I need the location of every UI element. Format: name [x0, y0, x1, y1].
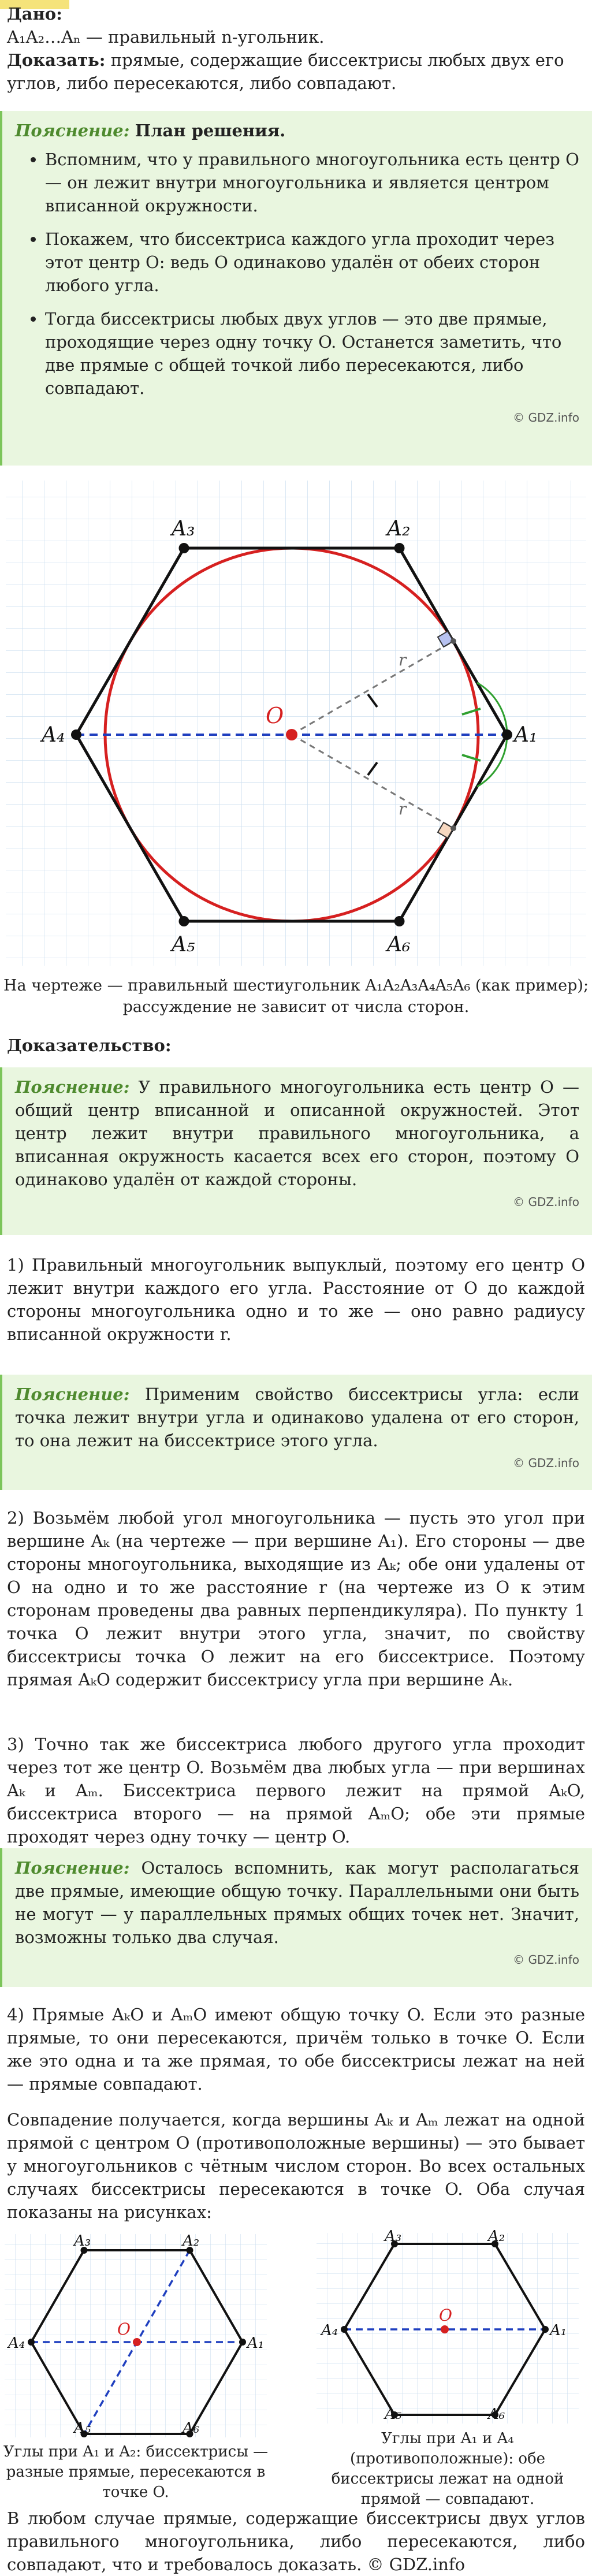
vertex-point: [71, 729, 81, 740]
label-a6: A₆: [488, 2406, 505, 2423]
given-text: A₁A₂…Aₙ — правильный n-угольник.: [7, 27, 325, 47]
label-a5: A₅: [385, 2406, 402, 2423]
plan-item: • Вспомним, что у правильного многоугольника есть центр O — он лежит внутри многоугольника и является центром вписанной окружности.: [45, 148, 579, 217]
note-2: [0, 1067, 592, 1235]
proof-heading: Доказательство:: [7, 1036, 172, 1055]
note-3-source: © GDZ.info: [513, 1456, 579, 1471]
vertex-point: [28, 2339, 35, 2346]
plan-note: [0, 111, 592, 466]
figure-caption: [0, 975, 592, 1018]
note-2-text: У правильного многоугольника есть центр O — общий центр вписанной и описанной окружностей. Этот центр лежит внутри правильного многоугольника, а вписанная окружность касается всех его сторон, поэтому O одинаково удалён от каждой стороны.: [15, 1077, 579, 1190]
paragraph-4: 4) Прямые AₖO и AₘO имеют общую точку O. Если это разные прямые, то они пересекаются, причём только в точке O. Если же это одна и та же прямая, то обе биссектрисы лежат на ней — прямые совпадают.: [7, 2005, 585, 2094]
center-point: [441, 2325, 449, 2333]
given-label: Дано:: [7, 4, 62, 24]
foot-point: [450, 825, 456, 831]
plan-note-head: Пояснение:: [15, 121, 130, 140]
plan-item: • Покажем, что биссектриса каждого угла проходит через этот центр O: ведь O одинаково удалён от обеих сторон любого угла.: [45, 228, 579, 297]
vertex-point: [394, 543, 405, 553]
label-a4: A₄: [8, 2335, 25, 2352]
paragraph-5: Совпадение получается, когда вершины Aₖ и Aₘ лежат на одной прямой с центром O (противоположные вершины) — это бывает у многоугольников с чётным числом сторон. Во всех остальных случаях биссектрисы пересекаются в точке O. Оба случая показаны на рисунках:: [7, 2110, 585, 2223]
note-4-source: © GDZ.info: [513, 1953, 579, 1967]
label-radius: r: [399, 650, 407, 669]
note-3-text: Применим свойство биссектрисы угла: если точка лежит внутри угла и одинаково удалена от его сторон, то она лежит на биссектрисе этого угла.: [15, 1384, 579, 1451]
label-a1: A₁: [550, 2322, 567, 2339]
center-point: [286, 729, 297, 740]
hexagon-diagram: [0, 475, 592, 966]
label-a3: A₃: [172, 517, 195, 541]
vertex-point: [239, 2339, 246, 2346]
vertex-point: [341, 2326, 348, 2333]
hexagon-diagram-left: [0, 2229, 271, 2437]
label-center: O: [266, 703, 284, 728]
label-a5: A₅: [172, 933, 195, 956]
figure-left-caption: Углы при A₁ и A₂: биссектрисы — разные прямые, пересекаются в точке O.: [3, 2443, 269, 2501]
label-a4: A₄: [321, 2322, 338, 2339]
label-center: O: [439, 2306, 452, 2325]
label-a2: A₂: [183, 2232, 200, 2250]
label-a6: A₆: [387, 933, 411, 956]
paragraph-1: 1) Правильный многоугольник выпуклый, поэтому его центр O лежит внутри каждого его угла. Расстояние от O до каждой стороны многоугольника одно и то же — оно равно радиусу вписанной окружности r.: [7, 1255, 585, 1345]
prove-label: Доказать:: [7, 50, 106, 70]
figure-left: [0, 2229, 271, 2437]
note-3-head: Пояснение:: [15, 1384, 130, 1404]
label-center: O: [117, 2320, 131, 2339]
label-a2: A₂: [387, 517, 411, 541]
main-figure: [0, 475, 592, 966]
label-radius: r: [399, 799, 407, 818]
grid-background: [5, 2234, 267, 2437]
label-a3: A₃: [74, 2232, 91, 2250]
vertex-point: [502, 729, 512, 740]
note-4-text: Осталось вспомнить, как могут располагаться две прямые, имеющие общую точку. Параллельными они быть не могут — у параллельных прямых общих точек нет. Значит, возможны только два случая.: [15, 1858, 580, 1948]
given-section: [0, 2, 592, 95]
center-point: [133, 2338, 141, 2346]
vertex-point: [394, 916, 405, 926]
caption-line: рассуждение не зависит от числа сторон.: [122, 998, 470, 1017]
note-4-head: Пояснение:: [15, 1858, 130, 1878]
vertex-point: [179, 916, 189, 926]
paragraph-2: 2) Возьмём любой угол многоугольника — пусть это угол при вершине Aₖ (на чертеже — при вершине A₁). Его стороны — две стороны многоугольника, выходящие из Aₖ; обе они удалены от O на одно и то же расстояние r (на чертеже из O к этим сторонам проведены два равных перпендикуляра). По пункту 1 точка O лежит внутри этого угла, значит, по свойству биссектрисы точка O лежит на его биссектрисе. Поэтому прямая AₖO содержит биссектрису угла при вершине Aₖ.: [7, 1508, 585, 1690]
vertex-point: [179, 543, 189, 553]
note-4: [0, 1848, 592, 1987]
vertex-point: [542, 2326, 549, 2333]
foot-point: [450, 638, 456, 644]
caption-line: На чертеже — правильный шестиугольник A₁A₂A₃A₄A₅A₆ (как пример);: [3, 977, 589, 995]
note-2-head: Пояснение:: [15, 1077, 130, 1097]
label-a4: A₄: [42, 723, 65, 747]
plan-list: [15, 148, 579, 400]
figure-right: [312, 2228, 583, 2425]
figure-right-caption: Углы при A₁ и A₄ (противоположные): обе биссектрисы лежат на одной прямой — совпадают.: [331, 2430, 564, 2508]
plan-item: • Тогда биссектрисы любых двух углов — это две прямые, проходящие через одну точку O. Останется заметить, что две прямые с общей точкой либо пересекаются, либо совпадают.: [45, 307, 579, 400]
paragraph-3: 3) Точно так же биссектриса любого другого угла проходит через тот же центр O. Возьмём два любых угла — при вершинах Aₖ и Aₘ. Биссектриса первого лежит на прямой AₖO, биссектриса второго — на прямой AₘO; обе эти прямые проходят через одну точку — центр O.: [7, 1734, 585, 1847]
label-a2: A₂: [488, 2228, 505, 2245]
label-a6: A₆: [183, 2419, 200, 2437]
note-2-source: © GDZ.info: [513, 1195, 579, 1209]
label-a3: A₃: [385, 2228, 402, 2245]
prove-text: прямые, содержащие биссектрисы любых двух его углов, либо пересекаются, либо совпадают.: [7, 50, 564, 94]
label-a1: A₁: [247, 2335, 265, 2352]
plan-note-source: © GDZ.info: [513, 411, 579, 425]
label-a5: A₅: [74, 2419, 91, 2437]
note-3: [0, 1375, 592, 1490]
hexagon-diagram-right: [312, 2228, 583, 2425]
conclusion: В любом случае прямые, содержащие биссектрисы двух углов правильного многоугольника, либо пересекаются, либо совпадают, что и требовалось доказать. © GDZ.info: [7, 2508, 585, 2575]
label-a1: A₁: [514, 723, 538, 747]
plan-note-title: План решения.: [135, 121, 286, 140]
proof-heading-wrap: [0, 1034, 592, 1057]
